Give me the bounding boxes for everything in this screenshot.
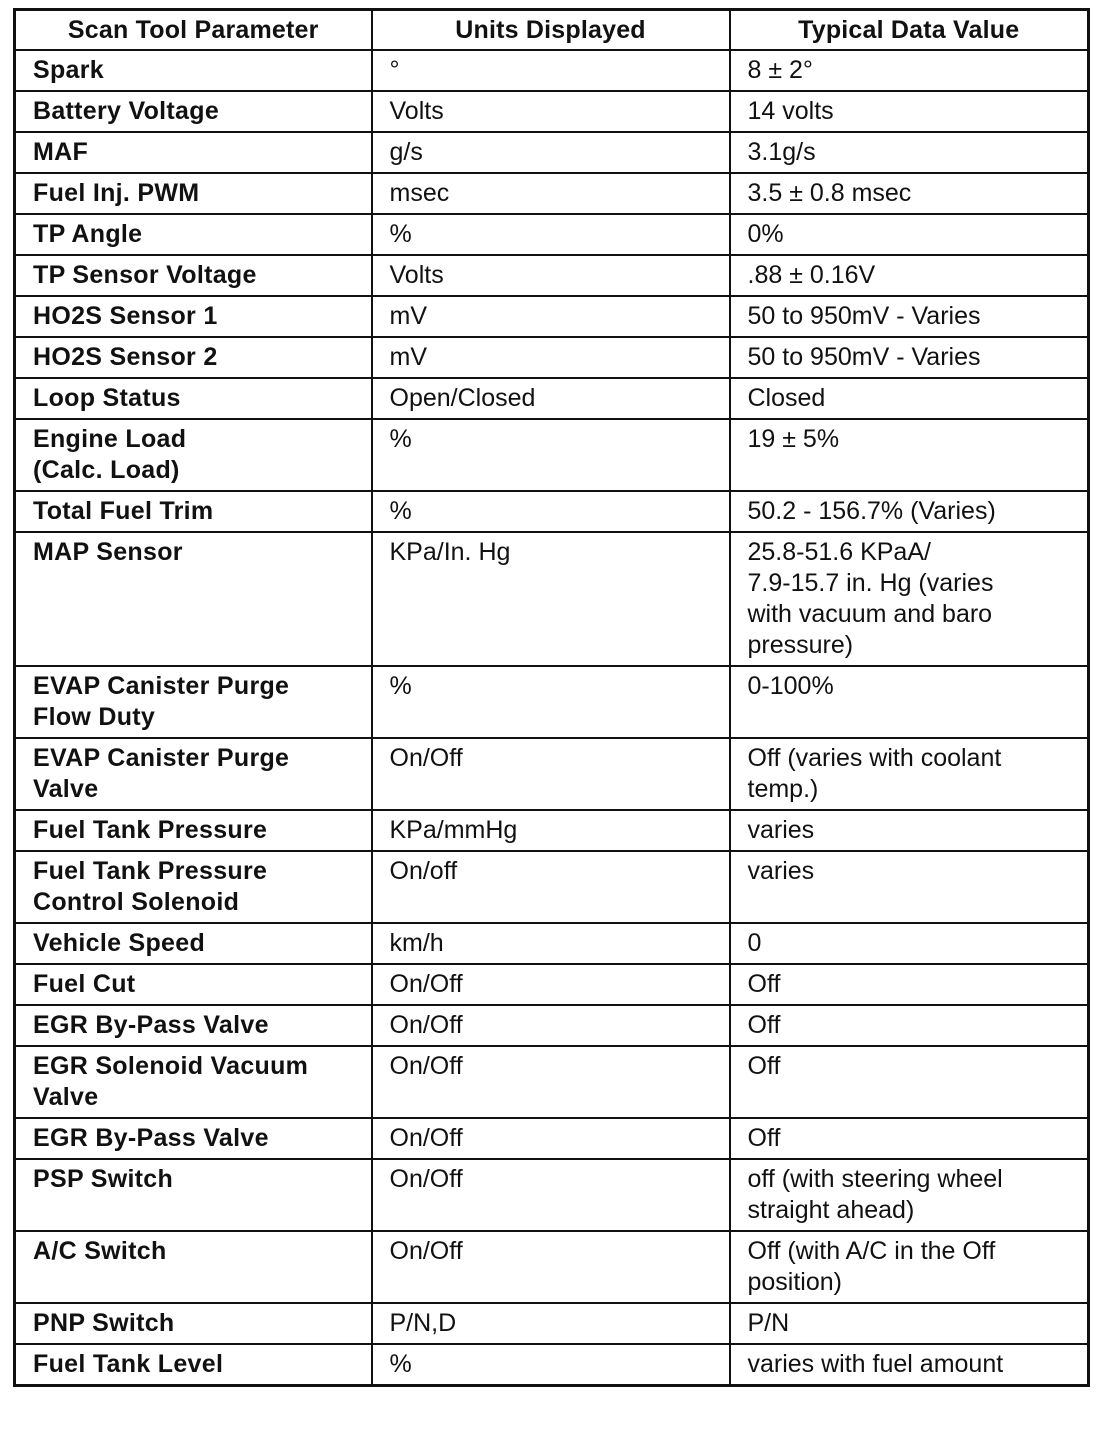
table-row [15, 173, 1089, 214]
parameter-cell: EVAP Canister Purge Valve [15, 738, 372, 810]
value-cell: off (with steering wheel straight ahead) [730, 1159, 1089, 1231]
units-cell: % [372, 1344, 730, 1386]
units-cell: On/off [372, 851, 730, 923]
units-cell: On/Off [372, 1159, 730, 1231]
units-cell: P/N,D [372, 1303, 730, 1344]
table-row [15, 810, 1089, 851]
value-cell: varies [730, 851, 1089, 923]
value-cell: varies with fuel amount [730, 1344, 1089, 1386]
table-row [15, 1303, 1089, 1344]
parameter-cell: EGR By-Pass Valve [15, 1005, 372, 1046]
value-cell: 50.2 - 156.7% (Varies) [730, 491, 1089, 532]
table-row [15, 964, 1089, 1005]
table-row [15, 419, 1089, 491]
table-row [15, 337, 1089, 378]
parameter-cell: Vehicle Speed [15, 923, 372, 964]
units-cell: % [372, 491, 730, 532]
parameter-cell: Fuel Tank Level [15, 1344, 372, 1386]
value-cell: 50 to 950mV - Varies [730, 337, 1089, 378]
parameter-cell: HO2S Sensor 2 [15, 337, 372, 378]
units-cell: On/Off [372, 964, 730, 1005]
units-cell: % [372, 214, 730, 255]
value-cell: 0 [730, 923, 1089, 964]
table-row [15, 1231, 1089, 1303]
value-cell: 8 ± 2° [730, 50, 1089, 91]
parameter-cell: EGR By-Pass Valve [15, 1118, 372, 1159]
parameter-cell: Fuel Inj. PWM [15, 173, 372, 214]
parameter-cell: HO2S Sensor 1 [15, 296, 372, 337]
value-cell: 50 to 950mV - Varies [730, 296, 1089, 337]
header-units-displayed: Units Displayed [372, 10, 730, 51]
value-cell: Off [730, 1005, 1089, 1046]
parameter-cell: Engine Load (Calc. Load) [15, 419, 372, 491]
units-cell: KPa/In. Hg [372, 532, 730, 666]
parameter-cell: TP Angle [15, 214, 372, 255]
parameter-cell: MAF [15, 132, 372, 173]
table-row [15, 491, 1089, 532]
units-cell: On/Off [372, 1046, 730, 1118]
table-row [15, 214, 1089, 255]
table-row [15, 738, 1089, 810]
units-cell: Open/Closed [372, 378, 730, 419]
units-cell: km/h [372, 923, 730, 964]
units-cell: g/s [372, 132, 730, 173]
value-cell: Off [730, 964, 1089, 1005]
units-cell: % [372, 666, 730, 738]
units-cell: On/Off [372, 738, 730, 810]
units-cell: Volts [372, 91, 730, 132]
parameter-cell: PNP Switch [15, 1303, 372, 1344]
parameter-cell: Fuel Tank Pressure [15, 810, 372, 851]
parameter-cell: PSP Switch [15, 1159, 372, 1231]
parameter-cell: TP Sensor Voltage [15, 255, 372, 296]
units-cell: mV [372, 337, 730, 378]
value-cell: varies [730, 810, 1089, 851]
value-cell: 19 ± 5% [730, 419, 1089, 491]
value-cell: 25.8-51.6 KPaA/ 7.9-15.7 in. Hg (varies with vacuum and baro pressure) [730, 532, 1089, 666]
table-row [15, 1118, 1089, 1159]
value-cell: Off (with A/C in the Off position) [730, 1231, 1089, 1303]
units-cell: Volts [372, 255, 730, 296]
parameter-cell: EGR Solenoid Vacuum Valve [15, 1046, 372, 1118]
units-cell: % [372, 419, 730, 491]
table-row [15, 666, 1089, 738]
table-row [15, 923, 1089, 964]
table-row [15, 1005, 1089, 1046]
value-cell: .88 ± 0.16V [730, 255, 1089, 296]
table-row [15, 91, 1089, 132]
header-scan-tool-parameter: Scan Tool Parameter [15, 10, 372, 51]
table-row [15, 1344, 1089, 1386]
table-header-row [15, 10, 1089, 51]
table-row [15, 255, 1089, 296]
units-cell: KPa/mmHg [372, 810, 730, 851]
parameter-cell: Total Fuel Trim [15, 491, 372, 532]
scan-tool-data-sheet [13, 8, 1087, 1387]
units-cell: ° [372, 50, 730, 91]
table-row [15, 851, 1089, 923]
table-row [15, 1046, 1089, 1118]
units-cell: msec [372, 173, 730, 214]
value-cell: 0-100% [730, 666, 1089, 738]
parameter-cell: MAP Sensor [15, 532, 372, 666]
table-row [15, 1159, 1089, 1231]
value-cell: 14 volts [730, 91, 1089, 132]
table-row [15, 296, 1089, 337]
value-cell: Closed [730, 378, 1089, 419]
value-cell: Off [730, 1046, 1089, 1118]
value-cell: P/N [730, 1303, 1089, 1344]
parameter-cell: Spark [15, 50, 372, 91]
value-cell: Off [730, 1118, 1089, 1159]
units-cell: On/Off [372, 1231, 730, 1303]
units-cell: mV [372, 296, 730, 337]
table-row [15, 378, 1089, 419]
parameter-cell: Battery Voltage [15, 91, 372, 132]
parameter-cell: Fuel Tank Pressure Control Solenoid [15, 851, 372, 923]
units-cell: On/Off [372, 1005, 730, 1046]
parameter-cell: A/C Switch [15, 1231, 372, 1303]
units-cell: On/Off [372, 1118, 730, 1159]
value-cell: Off (varies with coolant temp.) [730, 738, 1089, 810]
value-cell: 3.1g/s [730, 132, 1089, 173]
table-row [15, 50, 1089, 91]
parameter-cell: Loop Status [15, 378, 372, 419]
header-typical-data-value: Typical Data Value [730, 10, 1089, 51]
table-row [15, 532, 1089, 666]
parameter-cell: EVAP Canister Purge Flow Duty [15, 666, 372, 738]
table-row [15, 132, 1089, 173]
value-cell: 3.5 ± 0.8 msec [730, 173, 1089, 214]
parameter-cell: Fuel Cut [15, 964, 372, 1005]
scan-tool-parameter-table [13, 8, 1090, 1387]
value-cell: 0% [730, 214, 1089, 255]
